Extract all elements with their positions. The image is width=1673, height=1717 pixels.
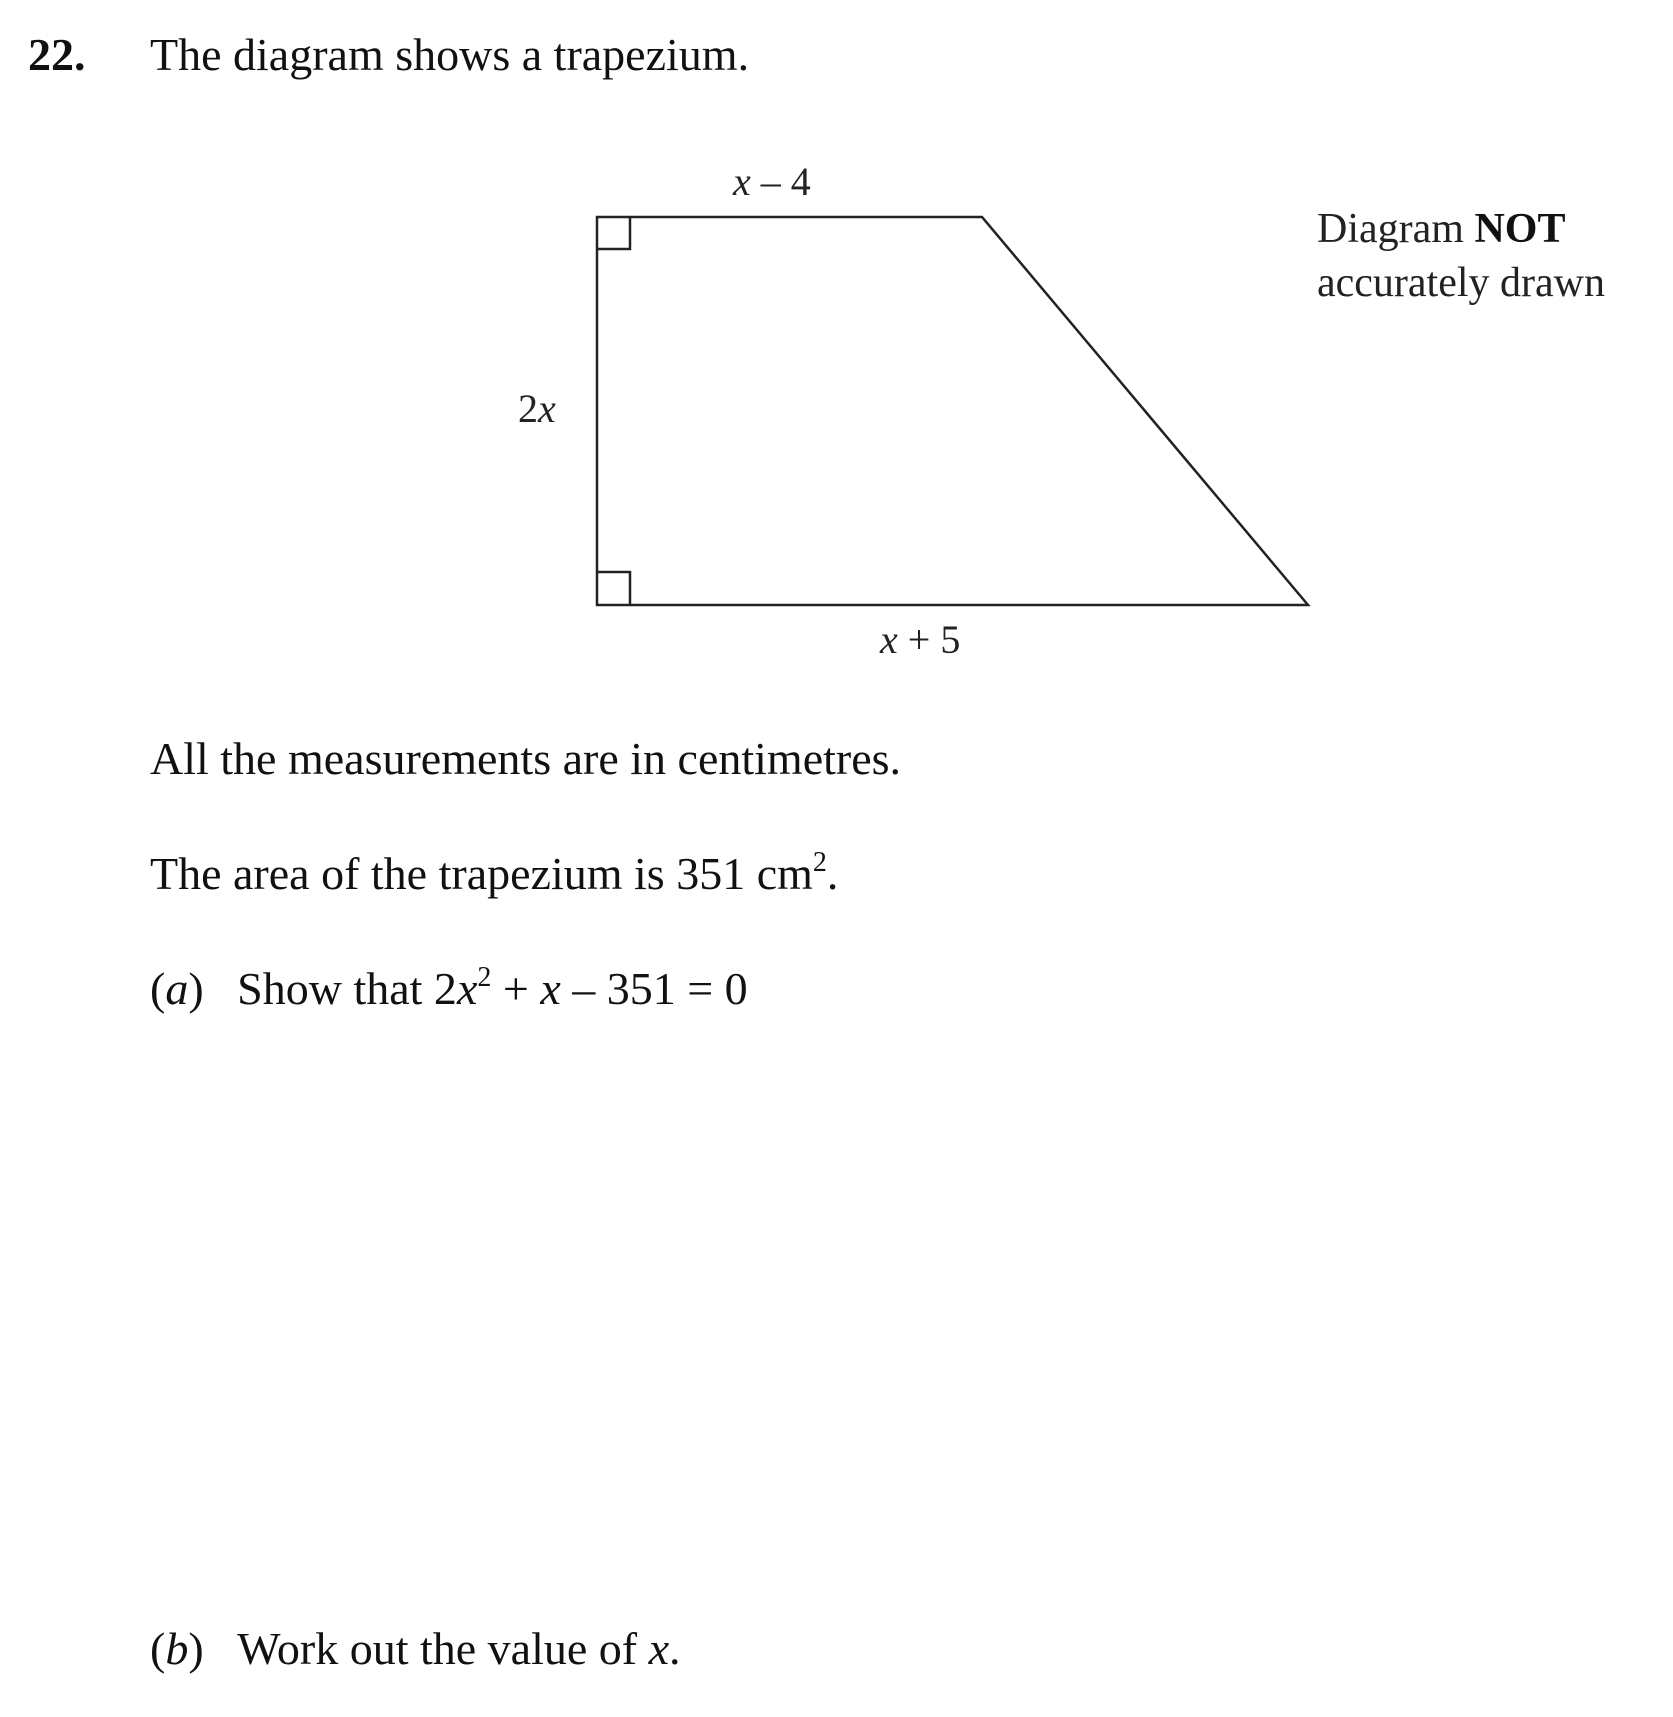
bottom-label-rest: + 5 [897,617,961,662]
note-line-2: accurately drawn [1317,260,1605,306]
part-b-text: Work out the value of x. [237,1623,681,1674]
top-label-var: x [733,159,751,204]
bottom-side-label [880,616,960,663]
left-side-label [518,385,556,432]
part-a [150,962,748,1015]
right-angle-marker-bottom [597,572,630,605]
note-bold: NOT [1474,206,1566,252]
area-statement [150,847,838,900]
question-number: 22. [28,29,86,80]
left-label-var: x [538,386,556,431]
units-statement: All the measurements are in centimetres. [150,733,902,784]
part-b [150,1622,681,1675]
note-prefix: Diagram [1317,206,1475,252]
part-a-letter: (a) [150,963,204,1014]
trapezium-shape [597,217,1308,605]
right-angle-marker-top [597,217,630,249]
area-exponent: 2 [812,847,827,878]
area-prefix: The area of the trapezium is 351 cm [150,848,813,899]
diagram-not-to-scale-note [1317,202,1605,310]
bottom-label-var: x [880,617,898,662]
question-intro: The diagram shows a trapezium. [150,29,750,80]
part-b-letter: (b) [150,1623,204,1674]
top-label-rest: – 4 [750,159,811,204]
part-a-text: Show that $2x^2 + x - 351 = 0$ [237,962,748,1014]
left-label-coef: 2 [518,386,538,431]
trapezium-diagram [0,0,1673,700]
note-line-1 [1317,202,1605,256]
area-suffix: . [826,848,839,899]
top-side-label [733,158,811,205]
